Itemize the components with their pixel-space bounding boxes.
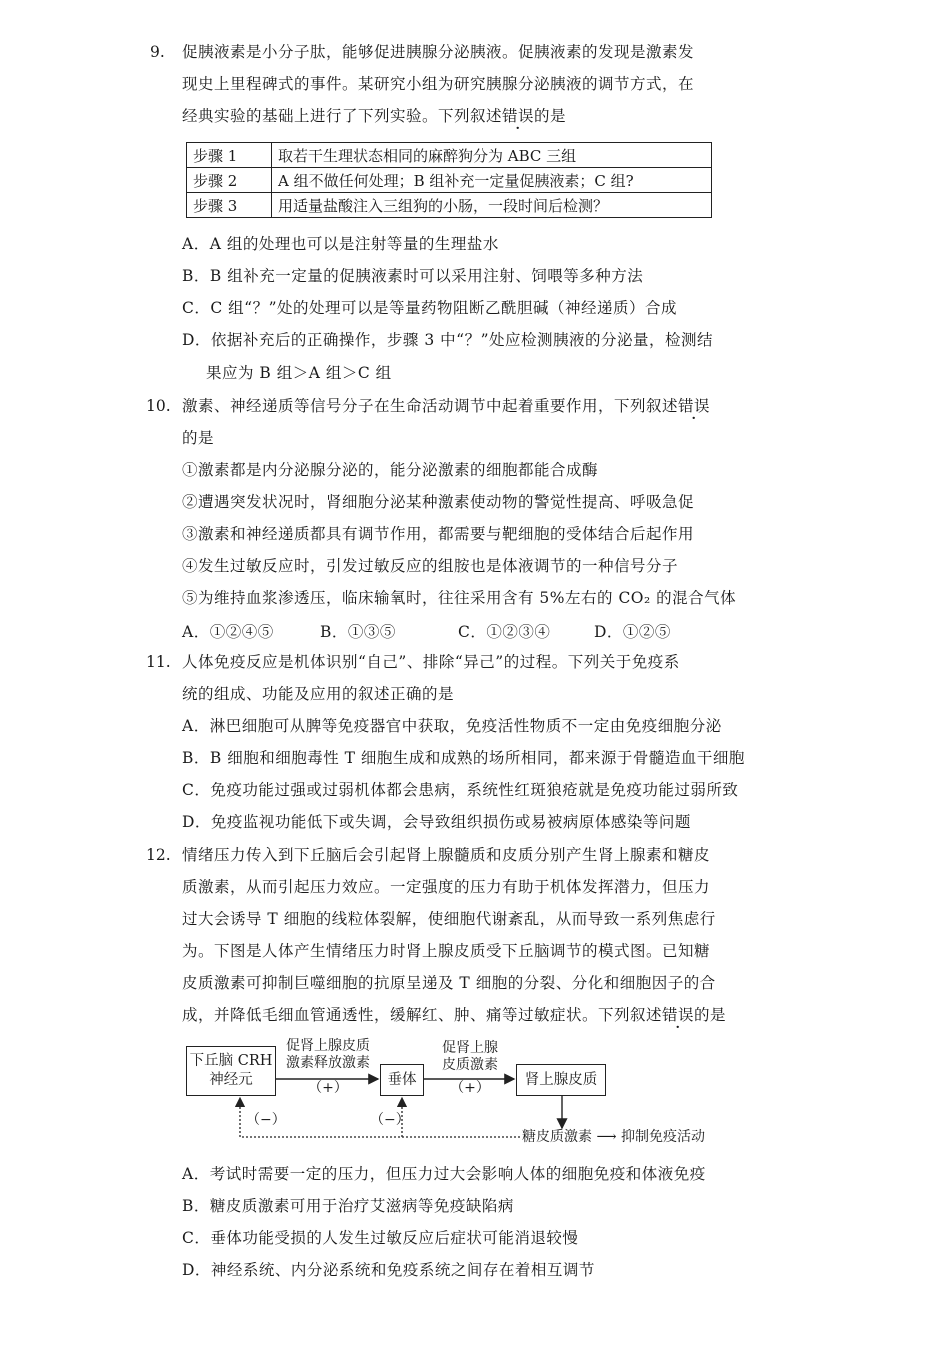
hypothalamus-crh-box (186, 1046, 276, 1096)
acth-hormone-label (430, 1040, 510, 1074)
q10-item-4: ④发生过敏反应时，引发过敏反应的组胺也是体液调节的一种信号分子 (182, 557, 679, 575)
q10-option-a: A．①②④⑤ (182, 623, 274, 641)
step-label: 步骤 1 (187, 143, 272, 168)
q9-option-d-cont: 果应为 B 组＞A 组＞C 组 (206, 364, 392, 382)
q11-option-b: B．B 细胞和细胞毒性 T 细胞生成和成熟的场所相同，都来源于骨髓造血干细胞 (182, 749, 745, 767)
crh-label-line-1: 促肾上腺皮质 (286, 1038, 370, 1054)
question-10-number: 10. (146, 397, 171, 415)
q12-stem-line-2: 质激素，从而引起压力效应。一定强度的压力有助于机体发挥潜力，但压力 (182, 878, 711, 896)
q12-option-c: C．垂体功能受损的人发生过敏反应后症状可能消退较慢 (182, 1229, 579, 1247)
acth-label-line-2: 皮质激素 (442, 1057, 498, 1073)
q10-emphasis-wrong: 错误 (678, 397, 711, 415)
q9-stem-line-2: 现史上里程碑式的事件。某研究小组为研究胰腺分泌胰液的调节方式，在 (182, 75, 695, 93)
q10-item-3: ③激素和神经递质都具有调节作用，都需要与靶细胞的受体结合后起作用 (182, 525, 695, 543)
q10-item-5: ⑤为维持血浆渗透压，临床输氧时，往往采用含有 5%左右的 CO₂ 的混合气体 (182, 589, 737, 607)
q12-option-d: D．神经系统、内分泌系统和免疫系统之间存在着相互调节 (182, 1261, 595, 1279)
step-content: 取若干生理状态相同的麻醉狗分为 ABC 三组 (272, 143, 712, 168)
q9-option-d: D．依据补充后的正确操作，步骤 3 中“？”处应检测胰液的分泌量，检测结 (182, 331, 713, 349)
q11-stem-line-2: 统的组成、功能及应用的叙述正确的是 (182, 685, 455, 703)
crh-label-line-2: 激素释放激素 (286, 1055, 370, 1071)
question-12-number: 12. (146, 846, 171, 864)
q10-option-d: D．①②⑤ (594, 623, 671, 641)
feedback-minus-2: （−） (370, 1112, 410, 1128)
q9-stem-3-post: 的是 (534, 107, 567, 125)
q12-stem-6-post: 的是 (694, 1006, 727, 1024)
q10-stem-line-2: 的是 (182, 429, 215, 447)
pituitary-box: 垂体 (380, 1064, 424, 1096)
box1-line-1: 下丘脑 CRH (189, 1053, 273, 1069)
q12-emphasis-wrong: 错误 (662, 1006, 695, 1024)
q11-option-d: D．免疫监视功能低下或失调，会导致组织损伤或易被病原体感染等问题 (182, 813, 691, 831)
acth-label-line-1: 促肾上腺 (442, 1040, 498, 1056)
question-11-number: 11. (146, 653, 171, 671)
step-content: 用适量盐酸注入三组狗的小肠，一段时间后检测？ (272, 193, 712, 218)
q12-stem-line-5: 皮质激素可抑制巨噬细胞的抗原呈递及 T 细胞的分裂、分化和细胞因子的合 (182, 974, 716, 992)
q10-item-2: ②遭遇突发状况时，肾细胞分泌某种激素使动物的警觉性提高、呼吸急促 (182, 493, 695, 511)
question-9-number: 9. (150, 43, 165, 61)
q9-option-b: B．B 组补充一定量的促胰液素时可以采用注射、饲喂等多种方法 (182, 267, 644, 285)
step-label: 步骤 2 (187, 168, 272, 193)
adrenal-cortex-box: 肾上腺皮质 (516, 1064, 606, 1096)
crh-plus-sign: （+） (308, 1080, 348, 1096)
q10-option-b: B．①③⑤ (320, 623, 396, 641)
q9-stem-3-pre: 经典实验的基础上进行了下列实验。下列叙述 (182, 107, 503, 125)
box1-line-2: 神经元 (209, 1072, 253, 1088)
feedback-minus-1: （−） (246, 1112, 286, 1128)
step-content: A 组不做任何处理；B 组补充一定量促胰液素；C 组? (272, 168, 712, 193)
acth-plus-sign: （+） (450, 1080, 490, 1096)
q11-stem-line-1: 人体免疫反应是机体识别“自己”、排除“异己”的过程。下列关于免疫系 (182, 653, 680, 671)
q9-stem-line-1: 促胰液素是小分子肽，能够促进胰腺分泌胰液。促胰液素的发现是激素发 (182, 43, 695, 61)
q9-option-a: A．A 组的处理也可以是注射等量的生理盐水 (182, 235, 499, 253)
crh-hormone-label (282, 1038, 374, 1072)
q11-option-a: A．淋巴细胞可从脾等免疫器官中获取，免疫活性物质不一定由免疫细胞分泌 (182, 717, 722, 735)
step-label: 步骤 3 (187, 193, 272, 218)
q12-stem-line-3: 过大会诱导 T 细胞的线粒体裂解，使细胞代谢紊乱，从而导致一系列焦虑行 (182, 910, 716, 928)
q12-option-b: B．糖皮质激素可用于治疗艾滋病等免疫缺陷病 (182, 1197, 514, 1215)
q9-option-c: C．C 组“？”处的处理可以是等量药物阻断乙酰胆碱（神经递质）合成 (182, 299, 677, 317)
q12-stem-line-4: 为。下图是人体产生情绪压力时肾上腺皮质受下丘脑调节的模式图。已知糖 (182, 942, 711, 960)
q9-emphasis-wrong: 错误 (502, 107, 535, 125)
q12-option-a: A．考试时需要一定的压力，但压力过大会影响人体的细胞免疫和体液免疫 (182, 1165, 706, 1183)
q10-option-c: C．①②③④ (458, 623, 551, 641)
q11-option-c: C．免疫功能过强或过弱机体都会患病，系统性红斑狼疮就是免疫功能过弱所致 (182, 781, 739, 799)
q10-item-1: ①激素都是内分泌腺分泌的，能分泌激素的细胞都能合成酶 (182, 461, 599, 479)
glucocorticoid-output-label: 糖皮质激素 ⟶ 抑制免疫活动 (522, 1129, 705, 1145)
q10-stem-1-pre: 激素、神经递质等信号分子在生命活动调节中起着重要作用，下列叙述 (182, 397, 679, 415)
q12-stem-line-1: 情绪压力传入到下丘脑后会引起肾上腺髓质和皮质分别产生肾上腺素和糖皮 (182, 846, 711, 864)
q12-stem-6-pre: 成，并降低毛细血管通透性，缓解红、肿、痛等过敏症状。下列叙述 (182, 1006, 663, 1024)
